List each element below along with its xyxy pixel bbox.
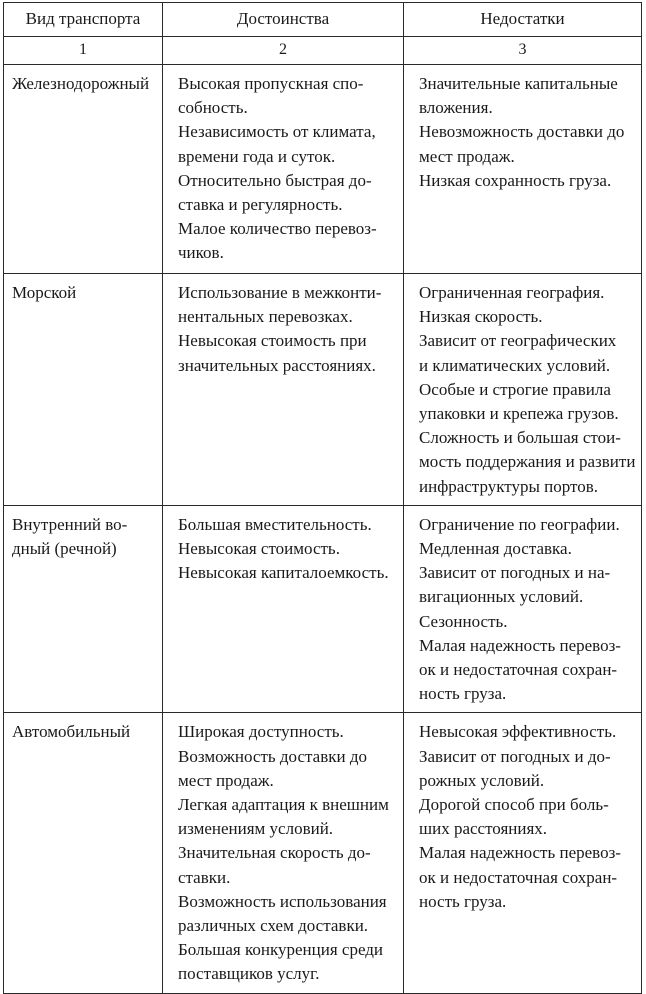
advantage-item [178, 72, 396, 120]
disadvantage-item-line: вложения. [419, 98, 493, 118]
disadvantage-item [419, 329, 634, 377]
disadvantage-item-line: Малая надежность перевоз- [419, 843, 621, 863]
advantage-item-line: Невысокая капиталоемкость. [178, 563, 389, 583]
advantage-item-line: Значительная скорость до- [178, 843, 371, 863]
table-body [4, 65, 642, 994]
advantages-cell [163, 65, 404, 274]
disadvantage-item-line: Зависит от погодных и на- [419, 563, 611, 583]
transport-type-cell [4, 65, 163, 274]
advantages-cell [163, 505, 404, 713]
advantage-item-line: Большая вместительность. [178, 514, 372, 534]
disadvantage-item [419, 561, 634, 609]
advantage-item-line: Малое количество перевоз- [178, 219, 377, 239]
header-disadvantages: Недостатки [404, 3, 642, 37]
column-number: 1 [4, 37, 163, 65]
advantage-item [178, 720, 396, 744]
advantage-item-line: собность. [178, 98, 248, 118]
disadvantage-item [419, 281, 634, 305]
advantage-item [178, 169, 396, 217]
disadvantage-item-line: Зависит от географических [419, 331, 617, 351]
advantage-item [178, 537, 396, 561]
disadvantage-item-line: Значительные капитальные [419, 74, 618, 93]
transport-type-line: Внутренний во- [12, 514, 128, 534]
disadvantage-item [419, 120, 634, 168]
disadvantage-item-line: мость поддержания и развити [419, 452, 636, 472]
disadvantage-item-line: ших расстояниях. [419, 819, 548, 839]
advantage-item-line: нентальных перевозках. [178, 307, 353, 327]
disadvantage-item-line: Малая надежность перевоз- [419, 635, 621, 655]
disadvantage-item [419, 610, 634, 634]
transport-type-line: Автомобильный [12, 722, 131, 742]
disadvantages-cell [404, 65, 642, 274]
disadvantage-item-line: Сложность и большая стои- [419, 428, 621, 448]
advantage-item-line: Невысокая стоимость. [178, 539, 340, 559]
disadvantage-item-line: Ограничение по географии. [419, 514, 620, 534]
transport-type-cell [4, 713, 163, 993]
disadvantage-item-line: инфраструктуры портов. [419, 476, 598, 496]
transport-type-cell [4, 505, 163, 713]
header-advantages: Достоинства [163, 3, 404, 37]
advantage-item-line: изменениям условий. [178, 819, 334, 839]
header-transport-type: Вид транспорта [4, 3, 163, 37]
advantage-item-line: Возможность использования [178, 891, 387, 911]
disadvantage-item-line: упаковки и крепежа грузов. [419, 404, 619, 424]
disadvantage-item-line: Дорогой способ при боль- [419, 795, 609, 815]
disadvantages-cell [404, 713, 642, 993]
transport-type-line: Морской [12, 283, 77, 302]
disadvantage-item [419, 513, 634, 537]
advantage-item [178, 841, 396, 889]
disadvantage-item [419, 537, 634, 561]
disadvantage-item-line: Сезонность. [419, 611, 508, 631]
advantage-item-line: Невысокая стоимость при [178, 331, 367, 351]
disadvantage-item [419, 305, 634, 329]
advantage-item [178, 329, 396, 377]
advantage-item-line: ставка и регулярность. [178, 195, 343, 215]
disadvantage-item [419, 426, 634, 499]
advantage-item [178, 120, 396, 168]
disadvantage-item-line: и климатических условий. [419, 355, 611, 375]
disadvantage-item [419, 169, 634, 193]
transport-type-cell [4, 274, 163, 506]
advantage-item-line: времени года и суток. [178, 146, 336, 166]
advantage-item-line: Относительно быстрая до- [178, 170, 372, 190]
advantages-cell [163, 713, 404, 993]
advantage-item-line: Большая конкуренция среди [178, 940, 384, 960]
disadvantage-item-line: ность груза. [419, 891, 507, 911]
advantage-item-line: Высокая пропускная спо- [178, 74, 364, 93]
transport-type-name [12, 720, 152, 744]
disadvantage-item [419, 793, 634, 841]
transport-type-name [12, 513, 152, 561]
column-number: 3 [404, 37, 642, 65]
disadvantages-cell [404, 505, 642, 713]
table-row [4, 274, 642, 506]
table-row [4, 505, 642, 713]
advantage-item-line: различных схем доставки. [178, 916, 369, 936]
advantage-item-line: значительных расстояниях. [178, 355, 376, 375]
column-number: 2 [163, 37, 404, 65]
advantage-item [178, 217, 396, 265]
disadvantage-item-line: Невысокая эффективность. [419, 722, 617, 742]
disadvantage-item-line: Особые и строгие правила [419, 379, 611, 399]
advantage-item-line: мест продаж. [178, 770, 274, 790]
disadvantages-cell [404, 274, 642, 506]
advantage-item-line: Легкая адаптация к внешним [178, 795, 389, 815]
transport-type-line: Железнодорожный [12, 74, 150, 93]
advantage-item [178, 745, 396, 793]
advantage-item [178, 938, 396, 986]
advantage-item [178, 890, 396, 938]
disadvantage-item [419, 720, 634, 744]
disadvantage-item-line: вигационных условий. [419, 587, 584, 607]
advantage-item [178, 513, 396, 537]
advantage-item-line: Независимость от климата, [178, 122, 376, 142]
advantage-item [178, 561, 396, 585]
disadvantage-item-line: Ограниченная география. [419, 283, 605, 302]
table-row [4, 65, 642, 274]
advantage-item-line: Широкая доступность. [178, 722, 344, 742]
table-row [4, 713, 642, 993]
disadvantage-item-line: Зависит от погодных и до- [419, 746, 611, 766]
disadvantage-item-line: мест продаж. [419, 146, 515, 166]
transport-comparison-table [3, 2, 642, 994]
disadvantage-item-line: рожных условий. [419, 770, 545, 790]
advantage-item-line: Использование в межконти- [178, 283, 382, 302]
transport-type-line: дный (речной) [12, 539, 117, 559]
advantage-item-line: чиков. [178, 243, 224, 263]
advantage-item-line: ставки. [178, 867, 231, 887]
advantage-item [178, 793, 396, 841]
disadvantage-item-line: Медленная доставка. [419, 539, 572, 559]
disadvantage-item-line: Низкая сохранность груза. [419, 170, 612, 190]
advantage-item-line: поставщиков услуг. [178, 964, 320, 984]
advantage-item [178, 281, 396, 329]
advantage-item-line: Возможность доставки до [178, 746, 367, 766]
disadvantage-item [419, 745, 634, 793]
disadvantage-item-line: ность груза. [419, 684, 507, 704]
advantages-cell [163, 274, 404, 506]
disadvantage-item-line: Низкая скорость. [419, 307, 543, 327]
disadvantage-item [419, 634, 634, 707]
transport-type-name [12, 72, 152, 96]
disadvantage-item-line: ок и недостаточная сохран- [419, 867, 618, 887]
transport-type-name [12, 281, 152, 305]
disadvantage-item [419, 841, 634, 914]
disadvantage-item-line: Невозможность доставки до [419, 122, 625, 142]
header-row [4, 3, 642, 37]
column-number-row [4, 37, 642, 65]
disadvantage-item [419, 378, 634, 426]
disadvantage-item [419, 72, 634, 120]
disadvantage-item-line: ок и недостаточная сохран- [419, 660, 618, 680]
